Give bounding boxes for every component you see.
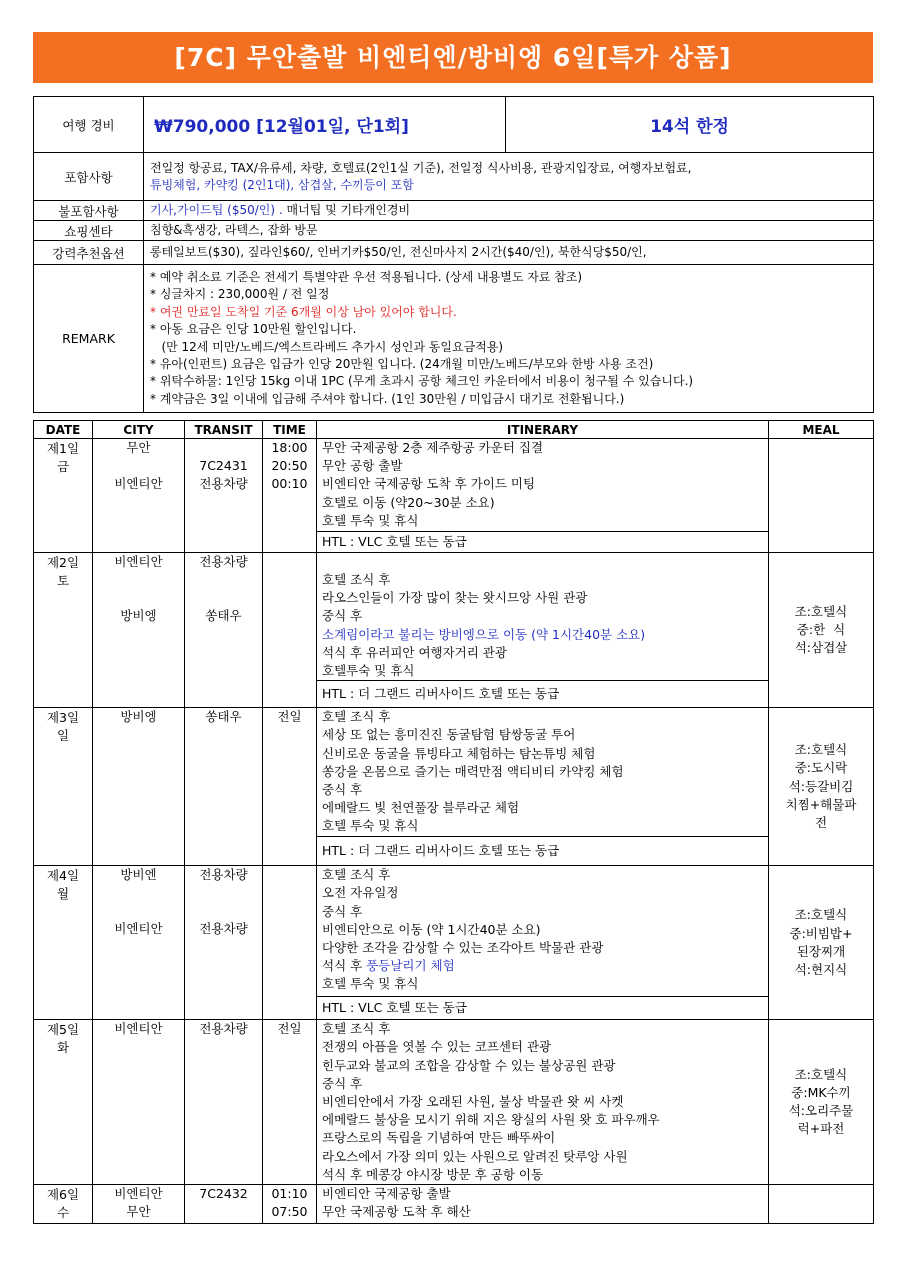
remark-label: REMARK — [34, 265, 144, 413]
shopping-text: 침향&흑생강, 라텍스, 잡화 방문 — [144, 221, 874, 241]
include-line2: 튜빙체험, 카약킹 (2인1대), 삼겹살, 수끼등이 포함 — [150, 177, 414, 192]
meal-item: 중:도시락 — [794, 760, 848, 776]
day-meal — [769, 1185, 874, 1224]
itinerary-item: 호텔 조식 후 — [322, 709, 391, 725]
include-label: 포함사항 — [34, 153, 144, 201]
remark-list — [144, 265, 874, 413]
day-transit — [185, 866, 263, 1020]
day-time — [263, 866, 317, 1020]
header-time: TIME — [263, 421, 317, 439]
transit-mode: 전용차량 — [199, 921, 248, 937]
day-transit: 쏭태우 — [185, 708, 263, 866]
itinerary-item: 라오스인들이 가장 많이 찾는 왓시므앙 사원 관광 — [322, 590, 588, 606]
header-city: CITY — [93, 421, 185, 439]
day-number: 제1일 — [46, 441, 80, 456]
header-itinerary: ITINERARY — [317, 421, 769, 439]
day-date — [34, 866, 93, 1020]
transit-mode: 전용차량 — [199, 476, 248, 492]
itinerary-item: 호텔 투숙 및 휴식 — [322, 818, 419, 834]
day-itinerary — [317, 439, 769, 532]
day-number: 제5일 — [46, 1022, 80, 1038]
day-row — [34, 1185, 874, 1224]
header-date: DATE — [34, 421, 93, 439]
price-info-table — [33, 96, 874, 413]
itinerary-item: 호텔로 이동 (약20~30분 소요) — [322, 494, 495, 510]
itinerary-item: 중식 후 — [322, 903, 363, 919]
itinerary-item: 비엔티안에서 가장 오래된 사원, 불상 박물관 왓 씨 사켓 — [322, 1094, 624, 1110]
itinerary-item: 신비로운 동굴을 튜빙타고 체험하는 탐논튜빙 체험 — [322, 745, 596, 761]
day-date — [34, 1020, 93, 1185]
remark-item: * 위탁수하물: 1인당 15kg 이내 1PC (무게 초과시 공항 체크인 카운터에서 비용이 청구될 수 있습니다.) — [150, 374, 694, 389]
itinerary-item: 호텔 조식 후 — [322, 1021, 391, 1037]
itinerary-item: 무안 국제공항 2층 제주항공 카운터 집결 — [322, 440, 544, 455]
itinerary-item: 호텔 투숙 및 휴식 — [322, 512, 419, 528]
transit-mode: 쏭태우 — [205, 608, 242, 624]
exclude-tip: 기사,가이드팁 ($50/인) . — [150, 203, 283, 217]
day-row — [34, 439, 874, 532]
meal-item: 조:호텔식 — [794, 1066, 848, 1082]
day-city: 방비엥 — [93, 708, 185, 866]
remark-item: * 여권 만료일 도착일 기준 6개월 이상 남아 있어야 합니다. — [150, 304, 457, 319]
itinerary-item: 비엔티안으로 이동 (약 1시간40분 소요) — [322, 921, 541, 937]
day-itinerary — [317, 866, 769, 997]
meal-item: 석:오리주물 — [788, 1103, 854, 1119]
city-name: 무안 — [126, 440, 151, 455]
day-transit: 전용차량 — [185, 1020, 263, 1185]
exclude-rest: 매너팁 및 기타개인경비 — [286, 203, 411, 217]
meal-item: 치찜+해물파 — [785, 796, 857, 812]
itinerary-item: 중식 후 — [322, 608, 363, 624]
day-time: 전일 — [263, 708, 317, 866]
itinerary-item: 에메랄드 불상을 모시기 위해 지은 왕실의 사원 왓 호 파우깨우 — [322, 1112, 660, 1128]
weekday: 화 — [56, 1040, 70, 1056]
day-transit — [185, 553, 263, 708]
city-name: 방비엔 — [120, 867, 157, 883]
itinerary-item: 다양한 조각을 감상할 수 있는 조각아트 박물관 관광 — [322, 940, 604, 956]
itinerary-item: 무안 국제공항 도착 후 해산 — [322, 1204, 471, 1220]
time-value: 20:50 — [271, 458, 308, 474]
day-date — [34, 439, 93, 553]
day-date — [34, 553, 93, 708]
itinerary-item: 중식 후 — [322, 782, 363, 798]
option-label: 강력추천옵션 — [34, 241, 144, 265]
price-value: ₩790,000 [12월01일, 단1회] — [144, 97, 506, 153]
page-title: [7C] 무안출발 비엔티엔/방비엥 6일[특가 상품] — [33, 32, 873, 83]
header-transit: TRANSIT — [185, 421, 263, 439]
itinerary-table — [33, 420, 874, 1224]
weekday: 토 — [56, 573, 70, 589]
itinerary-item: 비엔티안 국제공항 도착 후 가이드 미팅 — [322, 476, 536, 492]
meal-item: 석:등갈비김 — [788, 778, 854, 794]
exclude-text — [144, 201, 874, 221]
transit-mode: 전용차량 — [199, 554, 248, 569]
day-meal — [769, 553, 874, 708]
meal-item: 조:호텔식 — [794, 742, 848, 758]
itinerary-item: 프랑스로의 독립을 기념하여 만든 빠뚜싸이 — [322, 1130, 556, 1146]
city-name: 비엔티안 — [114, 476, 163, 492]
day-city — [93, 439, 185, 553]
meal-item: 중:비빔밥+ — [789, 925, 853, 941]
meal-item: 중:한 식 — [796, 622, 846, 637]
itinerary-item: 라오스에서 가장 의미 있는 사원으로 알려진 탓루앙 사원 — [322, 1148, 628, 1164]
itinerary-item: 전쟁의 아픔을 엿볼 수 있는 코프센터 관광 — [322, 1039, 552, 1055]
city-name: 비엔티안 — [114, 921, 163, 937]
time-value: 01:10 — [271, 1186, 308, 1202]
meal-item: 중:MK수끼 — [791, 1085, 851, 1101]
day-hotel: HTL : 더 그랜드 리버사이드 호텔 또는 동급 — [317, 681, 769, 708]
itinerary-item: 쏭강을 온몸으로 즐기는 매력만점 액티비티 카약킹 체험 — [322, 763, 624, 779]
day-date — [34, 708, 93, 866]
day-meal — [769, 708, 874, 866]
option-text: 롱테일보트($30), 짚라인$60/, 인버기카$50/인, 전신마사지 2시간($40/인), 북한식당$50/인, — [144, 241, 874, 265]
day-number: 제6일 — [46, 1187, 80, 1203]
price-label: 여행 경비 — [34, 97, 144, 153]
city-name: 비엔티안 — [114, 1186, 163, 1202]
day-row — [34, 553, 874, 681]
day-number: 제4일 — [46, 868, 80, 884]
weekday: 금 — [56, 459, 70, 475]
meal-item: 조:호텔식 — [794, 603, 848, 619]
day-row — [34, 708, 874, 837]
day-city: 비엔티안 — [93, 1020, 185, 1185]
day-row — [34, 866, 874, 997]
remark-item: (만 12세 미만/노베드/엑스트라베드 추가시 성인과 동일요금적용) — [150, 339, 504, 354]
meal-item: 조:호텔식 — [794, 907, 848, 923]
weekday: 수 — [56, 1205, 70, 1221]
itinerary-item: 호텔투숙 및 휴식 — [322, 663, 415, 679]
day-number: 제2일 — [46, 555, 80, 570]
day-time — [263, 439, 317, 553]
day-row — [34, 1020, 874, 1185]
city-name: 비엔티안 — [114, 554, 163, 569]
seat-limit: 14석 한정 — [506, 97, 874, 153]
day-meal — [769, 439, 874, 553]
weekday: 월 — [56, 886, 70, 902]
day-itinerary — [317, 1020, 769, 1185]
itinerary-item: 에메랄드 빛 천연풀장 블루라군 체험 — [322, 800, 520, 816]
day-time — [263, 1185, 317, 1224]
itinerary-item: 무안 공항 출발 — [322, 458, 403, 474]
itinerary-item: 중식 후 — [322, 1075, 363, 1091]
day-transit: 7C2432 — [185, 1185, 263, 1224]
day-itinerary — [317, 708, 769, 837]
itinerary-item: 호텔 투숙 및 휴식 — [322, 976, 419, 992]
day-meal — [769, 866, 874, 1020]
day-transit — [185, 439, 263, 553]
itinerary-item: 석식 후 메콩강 야시장 방문 후 공항 이동 — [322, 1166, 544, 1182]
city-name: 방비엥 — [120, 608, 157, 624]
day-itinerary — [317, 1185, 769, 1224]
itinerary-text: 석식 후 — [322, 958, 367, 974]
time-value: 18:00 — [271, 440, 308, 455]
meal-item: 전 — [814, 815, 828, 831]
itinerary-item — [322, 957, 768, 975]
exclude-label: 불포함사항 — [34, 201, 144, 221]
day-city — [93, 553, 185, 708]
day-itinerary — [317, 553, 769, 681]
day-city — [93, 866, 185, 1020]
remark-item: * 싱글차지 : 230,000원 / 전 일정 — [150, 287, 330, 302]
day-date — [34, 1185, 93, 1224]
itinerary-item: 호텔 조식 후 — [322, 572, 391, 587]
meal-item: 석:삼겹살 — [794, 640, 848, 656]
header-meal: MEAL — [769, 421, 874, 439]
shopping-label: 쇼핑센타 — [34, 221, 144, 241]
itinerary-item: 석식 후 유러피안 여행자거리 관광 — [322, 644, 507, 660]
time-value: 07:50 — [271, 1204, 308, 1220]
itinerary-item: 오전 자유일정 — [322, 885, 399, 901]
day-time: 전일 — [263, 1020, 317, 1185]
itinerary-item: 소계림이라고 불리는 방비엥으로 이동 (약 1시간40분 소요) — [322, 626, 646, 642]
include-text — [144, 153, 874, 201]
day-meal — [769, 1020, 874, 1185]
transit-mode: 전용차량 — [199, 867, 248, 883]
flight-number: 7C2431 — [199, 458, 248, 473]
city-name: 무안 — [126, 1204, 151, 1220]
remark-item: * 예약 취소료 기준은 전세기 특별약관 우선 적용됩니다. (상세 내용별도 자료 참조) — [150, 269, 583, 284]
itinerary-highlight: 풍등날리기 체험 — [366, 958, 455, 974]
day-city — [93, 1185, 185, 1224]
day-number: 제3일 — [46, 710, 80, 726]
day-hotel: HTL : VLC 호텔 또는 동급 — [317, 997, 769, 1020]
meal-item: 석:현지식 — [794, 961, 848, 977]
remark-item: * 아동 요금은 인당 10만원 할인입니다. — [150, 322, 357, 337]
meal-item: 된장찌개 — [796, 943, 846, 959]
include-line1: 전일정 항공료, TAX/유류세, 차량, 호텔료(2인1실 기준), 전일정 식사비용, 관광지입장료, 여행자보험료, — [150, 160, 692, 175]
remark-item: * 계약금은 3일 이내에 입금해 주셔야 합니다. (1인 30만원 / 미입금시 대기로 전환됩니다.) — [150, 391, 625, 406]
day-time — [263, 553, 317, 708]
meal-item: 럭+파전 — [797, 1121, 845, 1137]
day-hotel: HTL : VLC 호텔 또는 동급 — [317, 532, 769, 553]
remark-item: * 유아(인펀트) 요금은 입금가 인당 20만원 입니다. (24개월 미만/노베드/부모와 한방 사용 조건) — [150, 356, 654, 371]
weekday: 일 — [56, 728, 70, 744]
time-value: 00:10 — [271, 476, 308, 492]
itinerary-item: 비엔티안 국제공항 출발 — [322, 1186, 451, 1202]
itinerary-item: 세상 또 없는 흥미진진 동굴탐험 탐쌍동굴 투어 — [322, 727, 576, 743]
day-hotel: HTL : 더 그랜드 리버사이드 호텔 또는 동급 — [317, 837, 769, 866]
itinerary-item: 호텔 조식 후 — [322, 867, 391, 883]
itinerary-item: 힌두교와 불교의 조합을 감상할 수 있는 불상공원 관광 — [322, 1057, 616, 1073]
